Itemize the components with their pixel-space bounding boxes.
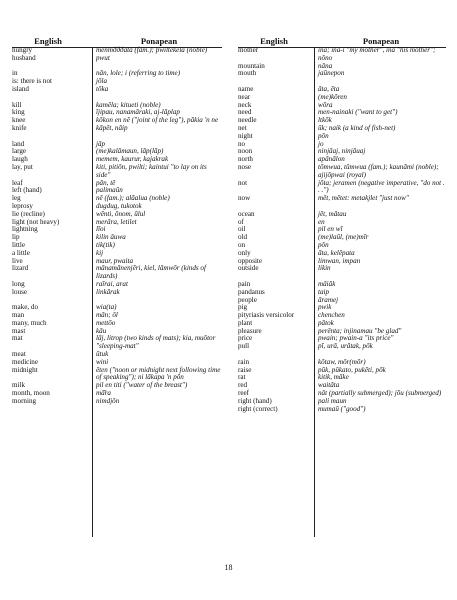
ponapean-translation: apānālon [318,155,345,164]
english-word: milk [12,381,26,390]
english-word: ocean [238,209,255,218]
ponapean-translation: āramej [318,295,339,304]
entry-row [238,234,446,242]
ponapean-translation: pūk, pūkato, pukēti, pōk [318,365,386,374]
english-word: pleasure [238,326,262,335]
entry-row [12,265,222,281]
ponapean-translation: pil en wī [318,225,343,234]
english-word: noon [238,147,253,156]
ponapean-translation: kilin āuwa [96,233,126,242]
english-header: English [34,36,62,46]
english-word: outside [238,264,259,273]
english-word: meat [12,350,26,359]
entry-row [238,312,446,320]
english-word: mouth [238,69,257,78]
section-gap [12,133,222,141]
english-word: north [238,155,253,164]
ponapean-translation: lāj, litrop (two kinds of mats); kia, muōtor "sleeping-mat" [96,334,216,351]
english-word: make, do [12,303,39,312]
entry-row [12,320,222,328]
english-word: leprosy [12,201,33,210]
ponapean-translation: jēt, mātau [318,209,347,218]
ponapean-translation: (me)laūl, (me)mīr [318,233,369,242]
english-word: of [238,217,244,226]
english-word: night [238,131,253,140]
english-word: neck [238,100,252,109]
ponapean-translation: nāt (partially submerged); jōu (submerged) [318,389,442,398]
english-word: needle [238,116,257,125]
english-word: left (hand) [12,186,42,195]
english-word: light (not heavy) [12,217,60,226]
ponapean-translation: pali maun [318,396,347,405]
entry-row [12,55,222,63]
entry-row [238,211,446,219]
ponapean-header: Ponapean [140,36,178,46]
entry-row [238,109,446,117]
ponapean-translation: raīrai, arat [96,279,128,288]
ponapean-translation: pān, tē [96,178,116,187]
section-gap [12,297,222,305]
entry-row [238,94,446,102]
entry-row [12,398,222,406]
entry-row [238,164,446,180]
ponapean-translation: pātok [318,318,334,327]
ponapean-translation: jāp [96,139,106,148]
english-word: reef [238,389,250,398]
ponapean-translation: men-nainaki ("want to get") [318,108,398,117]
ponapean-translation: jōla [96,77,108,86]
entry-row [238,406,446,414]
english-word: leg [12,194,21,203]
entry-row [12,335,222,351]
ponapean-translation: perēnta; injinamau "be glad" [318,326,402,335]
ponapean-translation: likin [318,264,331,273]
english-word: raise [238,365,252,374]
ponapean-translation: kōtaw, mōr(mōr) [318,357,366,366]
english-word: oil [238,225,246,234]
entry-row [12,234,222,242]
ponapean-translation: ūtuk [96,350,109,359]
english-word: need [238,108,252,117]
ponapean-translation: nimdjōn [96,396,120,405]
ponapean-translation: līoi [96,225,106,234]
ponapean-translation: āta, ēta [318,84,340,93]
english-word: knee [12,116,26,125]
english-word: morning [12,396,37,405]
ponapean-translation: memem, kaurur, kajakrak [96,155,169,164]
english-word: on [238,240,246,249]
ponapean-translation: taip [318,287,330,296]
english-word: plant [238,318,253,327]
ponapean-translation: pil en titi ("water of the breast") [96,381,188,390]
entry-row [12,164,222,180]
english-word: midnight [12,365,38,374]
ponapean-translation: āta, kelēpata [318,248,355,257]
ponapean-translation: wēnti, ōnom, ūlul [96,209,146,218]
english-word: mast [12,326,26,335]
ponapean-translation: mān; ōl [96,311,118,320]
entry-row [238,289,446,297]
entry-row [12,219,222,227]
entry-row [12,367,222,383]
english-word: mountain [238,61,265,70]
entry-row [238,47,446,63]
ponapean-translation: (me)kalāmaun, lāp(lāp) [96,147,164,156]
ponapean-translation: māiāk [318,279,336,288]
ponapean-translation: mumaū ("good") [318,404,366,413]
ponapean-translation: mānamānenjēri, kiel, lāmwōr (kinds of lizards) [96,264,206,281]
ponapean-translation: nān, lole; i (referring to time) [96,69,181,78]
entry-row [238,258,446,266]
ponapean-translation: pōn [318,240,329,249]
ponapean-header: Ponapean [362,36,400,46]
entry-row [238,374,446,382]
ponapean-translation: jo [318,139,324,148]
left-entry-list [12,47,222,537]
ponapean-translation: nē (fam.); alāalua (noble) [96,194,170,203]
ponapean-translation: palimaūn [96,186,123,195]
english-word: near [238,92,251,101]
section-gap [238,273,446,281]
ponapean-translation: ēten ("noon or midnight next following time of speaking"); ni lākapa 'n pōn [96,365,221,382]
english-word: land [12,139,25,148]
english-word: no [238,139,246,148]
ponapean-translation: pī, urā, urātak, pōk [318,342,373,351]
english-word: old [238,233,248,242]
entry-row [238,180,446,196]
entry-row [238,219,446,227]
english-word: rain [238,357,250,366]
left-column [12,36,222,537]
english-word: net [238,123,247,132]
entry-row [238,133,446,141]
english-word: right (hand) [238,396,272,405]
ponapean-translation: tōmwua, tūmwua (fam.); kaunāmi (noble); ajijōpwai (royal) [318,162,439,179]
entry-row [238,297,446,305]
english-word: lightning [12,225,38,234]
ponapean-translation: jōta; jeramen (negative imperative, "do not . . .") [318,178,445,195]
english-word: many, much [12,318,47,327]
ponapean-translation: kamēla; kitueti (noble) [96,100,161,109]
ponapean-translation: kij [96,248,104,257]
ponapean-translation: ninjāaj, ninjāuaj [318,147,366,156]
english-word: pityriasis versicolor [238,311,295,320]
entry-row [12,47,222,55]
entry-row [12,78,222,86]
english-word: pain [238,279,251,288]
english-word: mother [238,46,259,54]
english-word: kill [12,100,22,109]
english-header: English [260,36,288,46]
english-word: pig [238,303,248,312]
ponapean-translation: pōn [318,131,329,140]
entry-row [238,195,446,203]
ponapean-translation: kitik, māke [318,373,349,382]
entry-row [238,125,446,133]
english-word: only [238,248,251,257]
ponapean-translation: nāna [318,61,333,70]
ponapean-translation: mā̄ra [96,389,111,398]
entry-row [12,351,222,359]
ponapean-translation: kiti, pitiōn, pwilti; kaintui "to lay on its side" [96,162,207,179]
ponapean-translation: linkārak [96,287,120,296]
ponapean-translation: wini [96,357,109,366]
page-number: 18 [224,563,233,572]
ponapean-translation: tik(tik) [96,240,115,249]
english-word: knife [12,123,27,132]
english-word: king [12,108,25,117]
english-word: lay, put [12,162,33,171]
ponapean-translation: limwan, impan [318,256,361,265]
ponapean-translation: menmðððata (fam.); pwiltekela (noble) [96,46,208,54]
ponapean-translation: ina; ina-i "my mother", ina "his mother"; nōno [318,46,436,62]
english-word: large [12,147,27,156]
english-word: long [12,279,25,288]
english-word: nose [238,162,252,171]
english-word: people [238,295,257,304]
ponapean-translation: mēt, mētet: metakjlet "just now" [318,194,409,203]
entry-row [238,343,446,351]
ponapean-translation: wōra [318,100,333,109]
ponapean-translation: waitāta [318,381,340,390]
english-word: pandanus [238,287,265,296]
ponapean-translation: pwain; pwain-a "its price" [318,334,394,343]
section-gap [238,78,446,86]
english-word: rat [238,373,246,382]
ponapean-translation: chenchen [318,311,345,320]
english-word: red [238,381,248,390]
ponapean-translation: pwut [96,53,110,62]
entry-row [12,125,222,133]
ponapean-translation: en [318,217,325,226]
english-word: louse [12,287,27,296]
english-word: right (correct) [238,404,278,413]
english-word: laugh [12,155,28,164]
ponapean-translation: merāra, letilet [96,217,137,226]
english-word: not [238,178,248,187]
english-word: island [12,84,29,93]
ponapean-translation: tōka [96,84,109,93]
ponapean-translation: mettōo [96,318,116,327]
english-word: mat [12,334,23,343]
english-word: is: there is not [12,77,52,86]
english-word: leaf [12,178,23,187]
entry-row [238,281,446,289]
right-column [238,36,446,537]
english-word: lie (recline) [12,209,45,218]
right-entry-list [238,47,446,537]
english-word: a little [12,248,30,257]
english-word: lip [12,233,20,242]
english-word: hungry [12,46,33,54]
entry-row [12,86,222,94]
entry-row [12,242,222,250]
english-word: now [238,194,251,203]
ponapean-translation: maur, pwaita [96,256,134,265]
ponapean-translation: ltkōk [318,116,332,125]
ponapean-translation: ūk; naik (a kind of fish-net) [318,123,396,132]
entry-row [12,289,222,297]
english-word: opposite [238,256,263,265]
ponapean-translation: jaūnepon [318,69,345,78]
ponapean-translation: (me)kōren [318,92,347,101]
english-word: medicine [12,357,38,366]
ponapean-translation: ījipau, nanamāraki, aj-lāplap [96,108,180,117]
english-word: man [12,311,25,320]
english-word: pull [238,342,250,351]
ponapean-translation: dugdug, tukotok [96,201,142,210]
english-word: price [238,334,253,343]
ponapean-translation: pwik [318,303,332,312]
english-word: live [12,256,23,265]
ponapean-translation: kāu [96,326,107,335]
ponapean-translation: wia(ta) [96,303,117,312]
entry-row [238,70,446,78]
ponapean-translation: kāpēt, nāip [96,123,128,132]
english-word: lizard [12,264,29,273]
english-word: name [238,84,254,93]
english-word: husband [12,53,36,62]
english-word: month, moon [12,389,50,398]
ponapean-translation: kōkon en nē ("joint of the leg"), pākia 'n ne [96,116,219,125]
english-word: in [12,69,18,78]
entry-row [238,265,446,273]
english-word: little [12,240,26,249]
